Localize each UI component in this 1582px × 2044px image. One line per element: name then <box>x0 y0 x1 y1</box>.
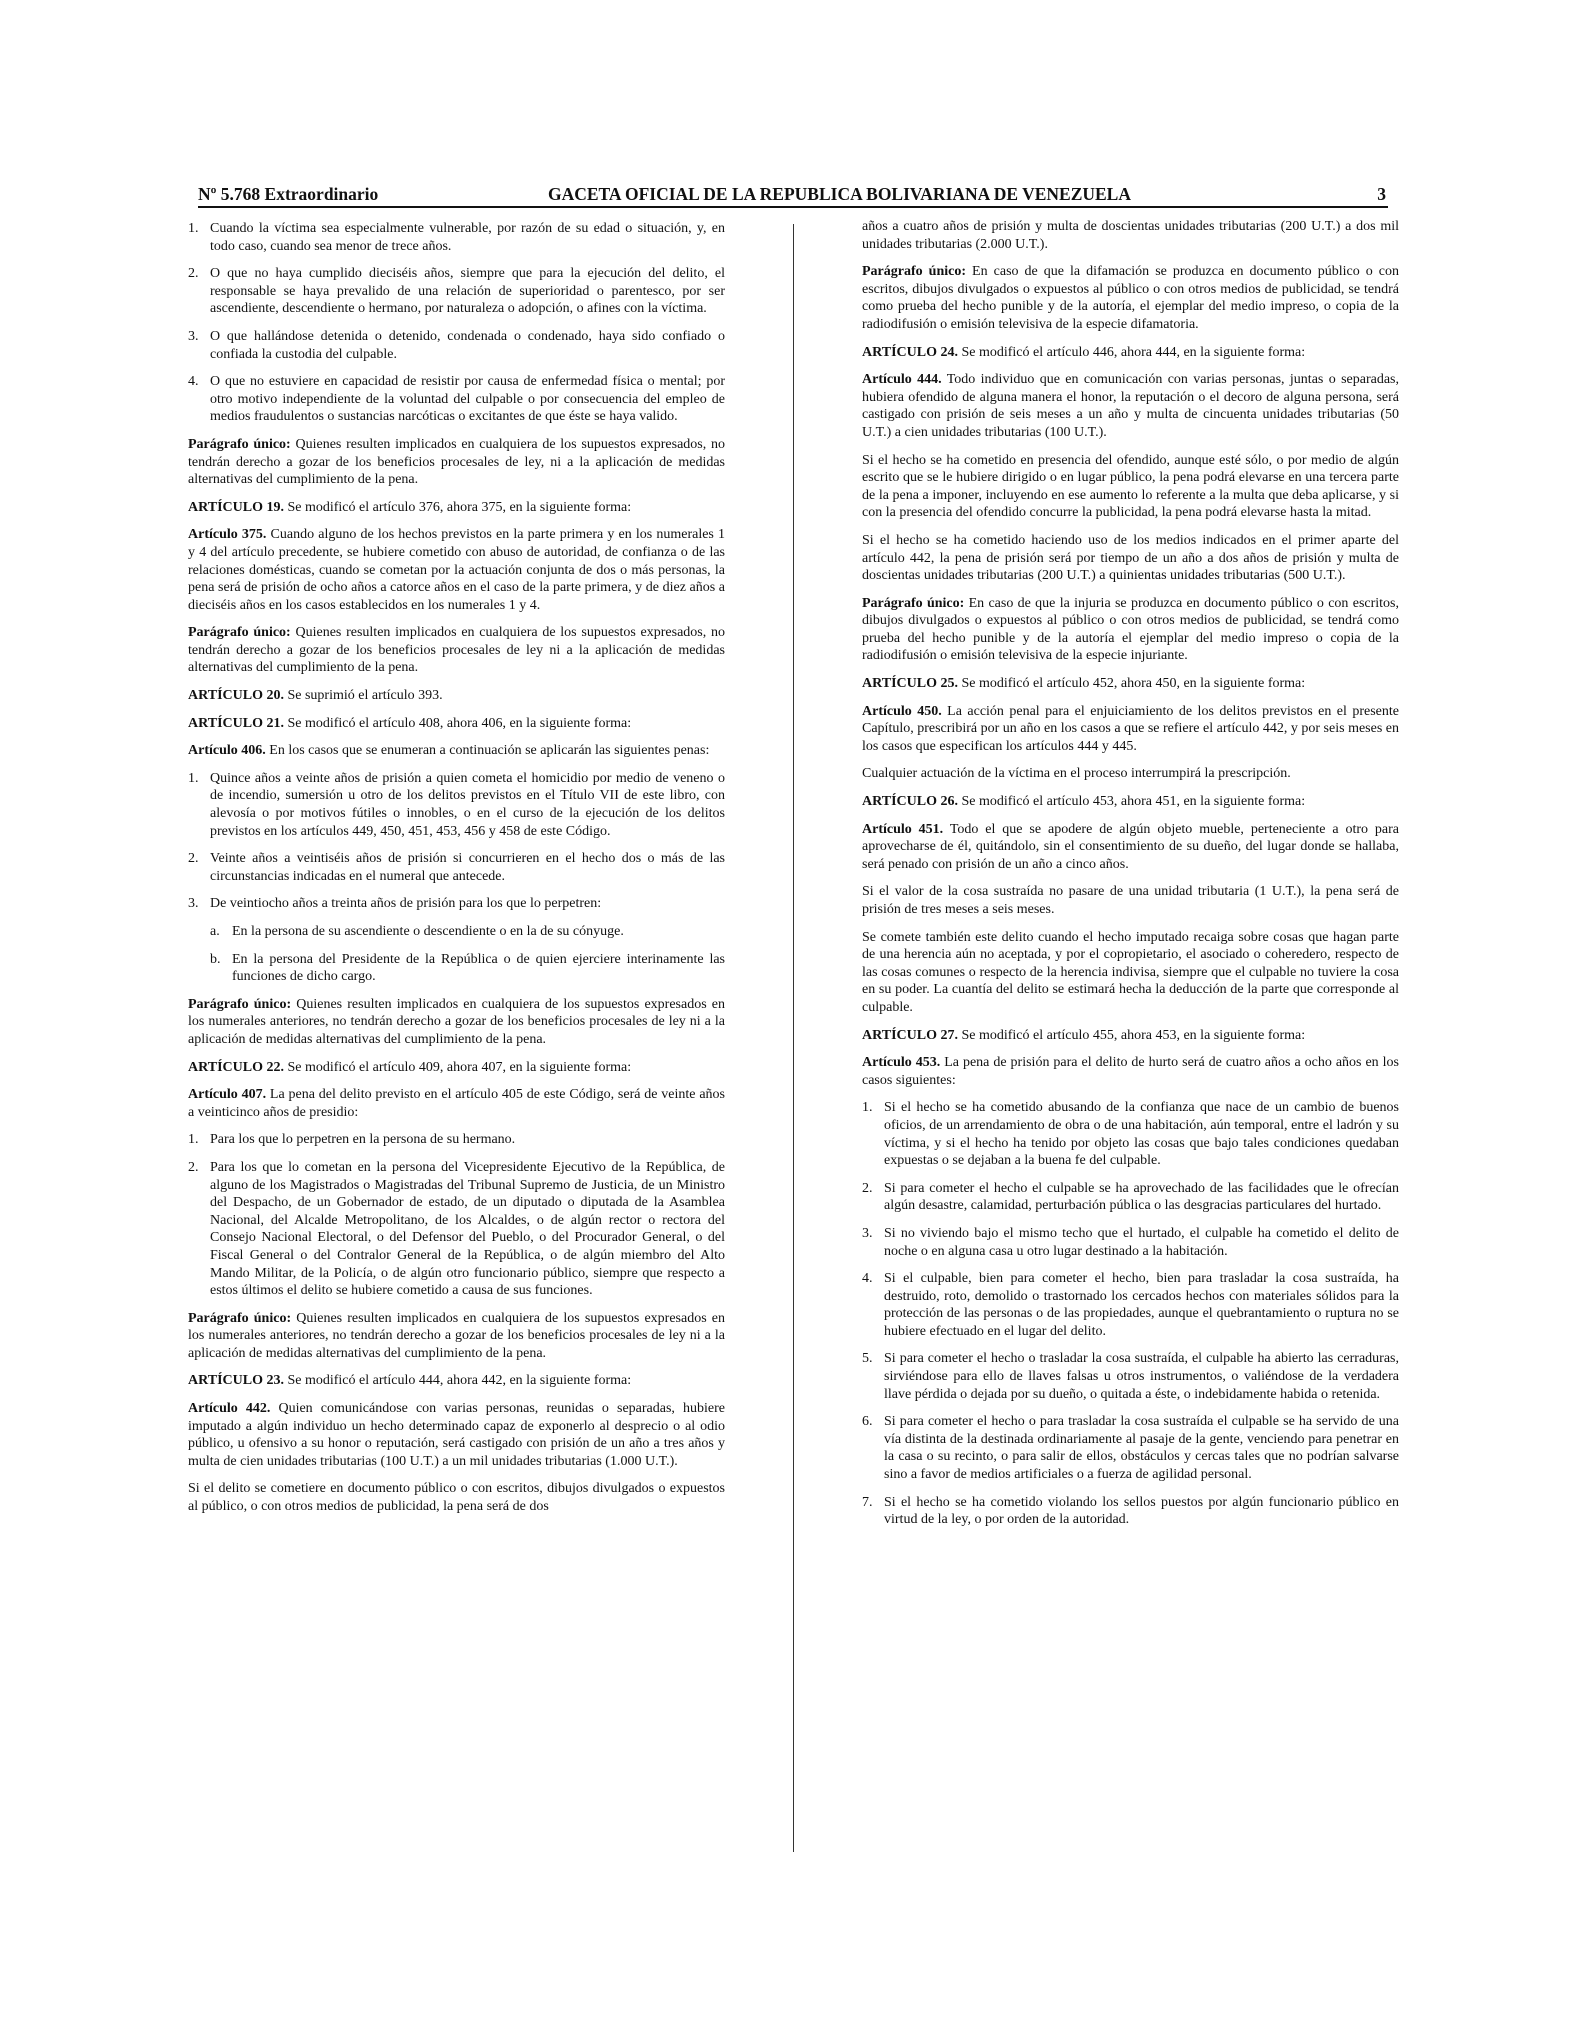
article-heading: ARTÍCULO 27. Se modificó el artículo 455, ahora 453, en la siguiente forma: <box>862 1027 1306 1043</box>
list-item: 2. Para los que lo cometan en la persona del Vicepresidente Ejecutivo de la República, de alguno de los Magistrados o Magistradas del Tribunal Supremo de Justicia, de un Ministro del Despacho, de un Gobernador de estado, de un diputado o diputada de la Asamblea Nacional, del Alcalde Metropolitano, de los Alcaldes, o de algún rector o rectora del Consejo Nacional Electoral, o del Defensor del Pueblo, o del Procurador General, o del Fiscal General o del Contralor General de la República, o de algún miembro del Alto Mando Militar, de la Policía, o de algún otro funcionario público, siempre que respecto a estos últimos el delito se hubiere cometido a causa de sus funciones. <box>188 1159 725 1299</box>
article-text: Artículo 442. Quien comunicándose con varias personas, reunidas o separadas, hubiere imputado a algún individuo un hecho determinado capaz de exponerlo al desprecio o al odio público, u ofensivo a su honor o reputación, será castigado con prisión de un año a tres años y multa de cien unidades tributarias (100 U.T.) a un mil unidades tributarias (1.000 U.T.). <box>188 1401 726 1469</box>
list-subitem: b. En la persona del Presidente de la República o de quien ejerciere interinamente las funciones de dicho cargo. <box>210 951 725 985</box>
page-header <box>198 184 1388 208</box>
article-heading: ARTÍCULO 25. Se modificó el artículo 452, ahora 450, en la siguiente forma: <box>862 676 1306 692</box>
list-item: 4. Si el culpable, bien para cometer el hecho, bien para trasladar la cosa sustraída, ha destruido, roto, demolido o trastornado los cercados hechos con materiales sólidos para la protección de las personas o de las propiedades, aunque el quebrantamiento o ruptura no se hubiere efectuado en el lugar del delito. <box>862 1271 1399 1339</box>
list-item: 1. Quince años a veinte años de prisión a quien cometa el homicidio por medio de veneno o de incendio, sumersión u otro de los delitos previstos en el Título VII de este libro, con alevosía o por motivos fútiles o innobles, o en el curso de la ejecución de los delitos previstos en los artículos 449, 450, 451, 453, 456 y 458 de este Código. <box>188 770 725 839</box>
list-item: 2. Veinte años a veintiséis años de prisión si concurrieren en el hecho dos o más de las circunstancias indicadas en el numeral que antecede. <box>188 851 725 884</box>
left-column <box>188 220 725 1526</box>
article-text: Artículo 451. Todo el que se apodere de algún objeto mueble, perteneciente a otro para aprovecharse de él, quitándolo, sin el consentimiento de su dueño, del lugar donde se hallaba, será penado con prisión de un año a cinco años. <box>862 821 1400 872</box>
list-item: 4. O que no estuviere en capacidad de resistir por causa de enfermedad física o mental; por otro motivo independiente de la voluntad del culpable o por consecuencia del empleo de medios fraudulentos o sustancias narcóticas o excitantes de que éste se haya valido. <box>188 374 725 425</box>
article-text: Cualquier actuación de la víctima en el proceso interrumpirá la prescripción. <box>862 766 1291 782</box>
list-item: 3. De veintiocho años a treinta años de prisión para los que lo perpetren: <box>188 896 602 912</box>
article-text: Se comete también este delito cuando el hecho imputado recaiga sobre cosas que hagan parte de una herencia aún no aceptada, y por el copropietario, el asociado o coheredero, respecto de las cosas comunes o respecto de la herencia indivisa, siempre que el culpable no tuviere la cosa en su poder. La cuantía del delito se estimará hecha la deducción de la parte que corresponde al culpable. <box>862 929 1399 1015</box>
paragraph-unico: Parágrafo único: En caso de que la difamación se produzca en documento público o con escritos, dibujos divulgados o expuestos al público o con otros medios de publicidad, se tendrá como prueba del hecho punible y de la autoría, el ejemplar del medio impreso, o copia de la radiodifusión o emisión televisiva de la especie difamatoria. <box>862 264 1399 332</box>
list-item: 2. Si para cometer el hecho el culpable se ha aprovechado de las facilidades que le ofrecían algún desastre, calamidad, perturbación pública o las desgracias particulares del hurtado. <box>862 1180 1399 1214</box>
list-subitem: a. En la persona de su ascendiente o descendiente o en la de su cónyuge. <box>210 924 624 939</box>
paragraph-unico: Parágrafo único: Quienes resulten implicados en cualquiera de los supuestos expresados en los numerales anteriores, no tendrán derecho a gozar de los beneficios procesales de ley ni a la aplicación de medidas alternativas del cumplimiento de la pena. <box>188 1310 725 1361</box>
paragraph-unico: Parágrafo único: Quienes resulten implicados en cualquiera de los supuestos expresados en los numerales anteriores, no tendrán derecho a gozar de los beneficios procesales de ley ni a la aplicación de medidas alternativas del cumplimiento de la pena. <box>188 996 725 1047</box>
list-item: 1. Si el hecho se ha cometido abusando de la confianza que nace de un cambio de buenos oficios, de un arrendamiento de obra o de una habitación, aún temporal, entre el ladrón y su víctima, y si el hecho ha tenido por objeto las cosas que bajo tales condiciones quedaban expuestas o se dejaban a la buena fe del culpable. <box>862 1100 1399 1169</box>
article-text: años a cuatro años de prisión y multa de doscientas unidades tributarias (200 U.T.) a dos mil unidades tributarias (2.000 U.T.). <box>862 219 1399 252</box>
paragraph-unico: Parágrafo único: Quienes resulten implicados en cualquiera de los supuestos expresados, no tendrán derecho a gozar de los beneficios procesales de ley, ni a la aplicación de medidas alternativas del cumplimiento de la pena. <box>188 436 726 488</box>
article-text: Artículo 444. Todo individuo que en comunicación con varias personas, juntas o separadas, hubiera ofendido de alguna manera el honor, la reputación o el decoro de alguna persona, será castigado con prisión de seis meses a un año y multa de cincuenta unidades tributarias (50 U.T.) a cien unidades tributarias (100 U.T.). <box>862 372 1399 440</box>
article-text: Artículo 375. Cuando alguno de los hechos previstos en la parte primera y en los numerales 1 y 4 del artículo precedente, se hubiere cometido con abuso de autoridad, de confianza o de las relaciones domésticas, cuando se cometan por la actuación conjunta de dos o más personas, la pena será de prisión de ocho años a catorce años en el caso de la parte primera, y de diez años a dieciséis años en los casos establecidos en los numerales 1 y 4. <box>188 527 726 613</box>
article-text: Si el delito se cometiere en documento público o con escritos, dibujos divulgados o expuestos al público, o con otros medios de publicidad, la pena será de dos <box>188 1481 725 1515</box>
article-heading: ARTÍCULO 19. Se modificó el artículo 376, ahora 375, en la siguiente forma: <box>188 499 632 515</box>
article-heading: ARTÍCULO 24. Se modificó el artículo 446, ahora 444, en la siguiente forma: <box>862 344 1306 360</box>
issue-number: Nº 5.768 Extraordinario <box>198 184 379 204</box>
article-text: Si el hecho se ha cometido haciendo uso de los medios indicados en el primer aparte del artículo 442, la pena de prisión será por tiempo de un año a dos años de prisión y multa de doscientas unidades tributarias (200 U.T.) a quinientas unidades tributarias (500 U.T.). <box>862 532 1399 584</box>
list-item: 1. Para los que lo perpetren en la persona de su hermano. <box>188 1132 516 1148</box>
paragraph-unico: Parágrafo único: Quienes resulten implicados en cualquiera de los supuestos expresados, no tendrán derecho a gozar de los beneficios procesales de ley ni a la aplicación de medidas alternativas del cumplimiento de la pena. <box>188 625 726 676</box>
list-item: 3. O que hallándose detenida o detenido, condenada o condenado, haya sido confiado o confiada la custodia del culpable. <box>188 328 725 362</box>
list-item: 6. Si para cometer el hecho o para trasladar la cosa sustraída el culpable se ha servido de una vía distinta de la destinada ordinariamente al pasaje de la gente, venciendo para penetrar en la casa o su recinto, o para salir de ellos, obstáculos y cercas tales que no podrían salvarse sino a favor de medios artificiales o a fuerza de agilidad personal. <box>862 1414 1399 1483</box>
article-text: Artículo 406. En los casos que se enumeran a continuación se aplicarán las siguientes penas: <box>188 743 710 759</box>
list-item: 1. Cuando la víctima sea especialmente vulnerable, por razón de su edad o situación, y, en todo caso, cuando sea menor de trece años. <box>188 221 725 254</box>
article-heading: ARTÍCULO 22. Se modificó el artículo 409, ahora 407, en la siguiente forma: <box>188 1059 632 1075</box>
list-item: 3. Si no viviendo bajo el mismo techo que el hurtado, el culpable ha cometido el delito de noche o en alguna casa u otro lugar destinado a la habitación. <box>862 1225 1399 1259</box>
right-column <box>862 218 1399 1539</box>
article-text: Artículo 453. La pena de prisión para el delito de hurto será de cuatro años a ocho años en los casos siguientes: <box>862 1055 1399 1088</box>
article-heading: ARTÍCULO 20. Se suprimió el artículo 393. <box>188 688 443 704</box>
list-item: 5. Si para cometer el hecho o trasladar la cosa sustraída, el culpable ha abierto las cerraduras, sirviéndose para ello de llaves falsas u otros instrumentos, o valiéndose de la verdadera llave pérdida o dejada por su dueño, o quitada a éste, o indebidamente habida o retenida. <box>862 1351 1399 1402</box>
article-heading: ARTÍCULO 23. Se modificó el artículo 444, ahora 442, en la siguiente forma: <box>188 1373 632 1389</box>
paragraph-unico: Parágrafo único: En caso de que la injuria se produzca en documento público o con escritos, dibujos divulgados o expuestos al público o con otros medios de publicidad, se tendrá como prueba del hecho punible y de la autoría el ejemplar del medio impreso o copia de la radiodifusión o emisión televisiva de la especie injuriante. <box>862 595 1399 664</box>
article-text: Artículo 450. La acción penal para el enjuiciamiento de los delitos previstos en el presente Capítulo, prescribirá por un año en los casos a que se refiere el artículo 442, y por seis meses en los casos que especifican los artículos 444 y 445. <box>862 703 1399 754</box>
article-heading: ARTÍCULO 26. Se modificó el artículo 453, ahora 451, en la siguiente forma: <box>862 794 1306 810</box>
article-text: Si el valor de la cosa sustraída no pasare de una unidad tributaria (1 U.T.), la pena será de prisión de tres meses a seis meses. <box>862 884 1399 917</box>
article-text: Artículo 407. La pena del delito previsto en el artículo 405 de este Código, será de veinte años a veinticinco años de presidio: <box>188 1087 726 1120</box>
article-heading: ARTÍCULO 21. Se modificó el artículo 408, ahora 406, en la siguiente forma: <box>188 715 632 731</box>
list-item: 7. Si el hecho se ha cometido violando los sellos puestos por algún funcionario público en virtud de la ley, o por orden de la autoridad. <box>862 1494 1399 1528</box>
list-item: 2. O que no haya cumplido dieciséis años, siempre que para la ejecución del delito, el responsable se haya prevalido de una relación de superioridad o parentesco, por ser ascendiente, descendiente o hermano, por naturaleza o adopción, o afines con la víctima. <box>188 266 725 317</box>
column-divider <box>793 224 794 1852</box>
article-text: Si el hecho se ha cometido en presencia del ofendido, aunque esté sólo, o por medio de algún escrito que se le hubiere dirigido o en lugar público, la pena podrá elevarse en una tercera parte de la pena a imponer, incluyendo en ese aumento lo referente a la multa que deba aplicarse, y si con la presencia del ofendido concurre la publicidad, la pena podrá elevarse hasta la mitad. <box>862 452 1399 521</box>
gazette-title: GACETA OFICIAL DE LA REPUBLICA BOLIVARIANA DE VENEZUELA <box>548 184 1131 204</box>
page-number: 3 <box>1377 184 1386 204</box>
